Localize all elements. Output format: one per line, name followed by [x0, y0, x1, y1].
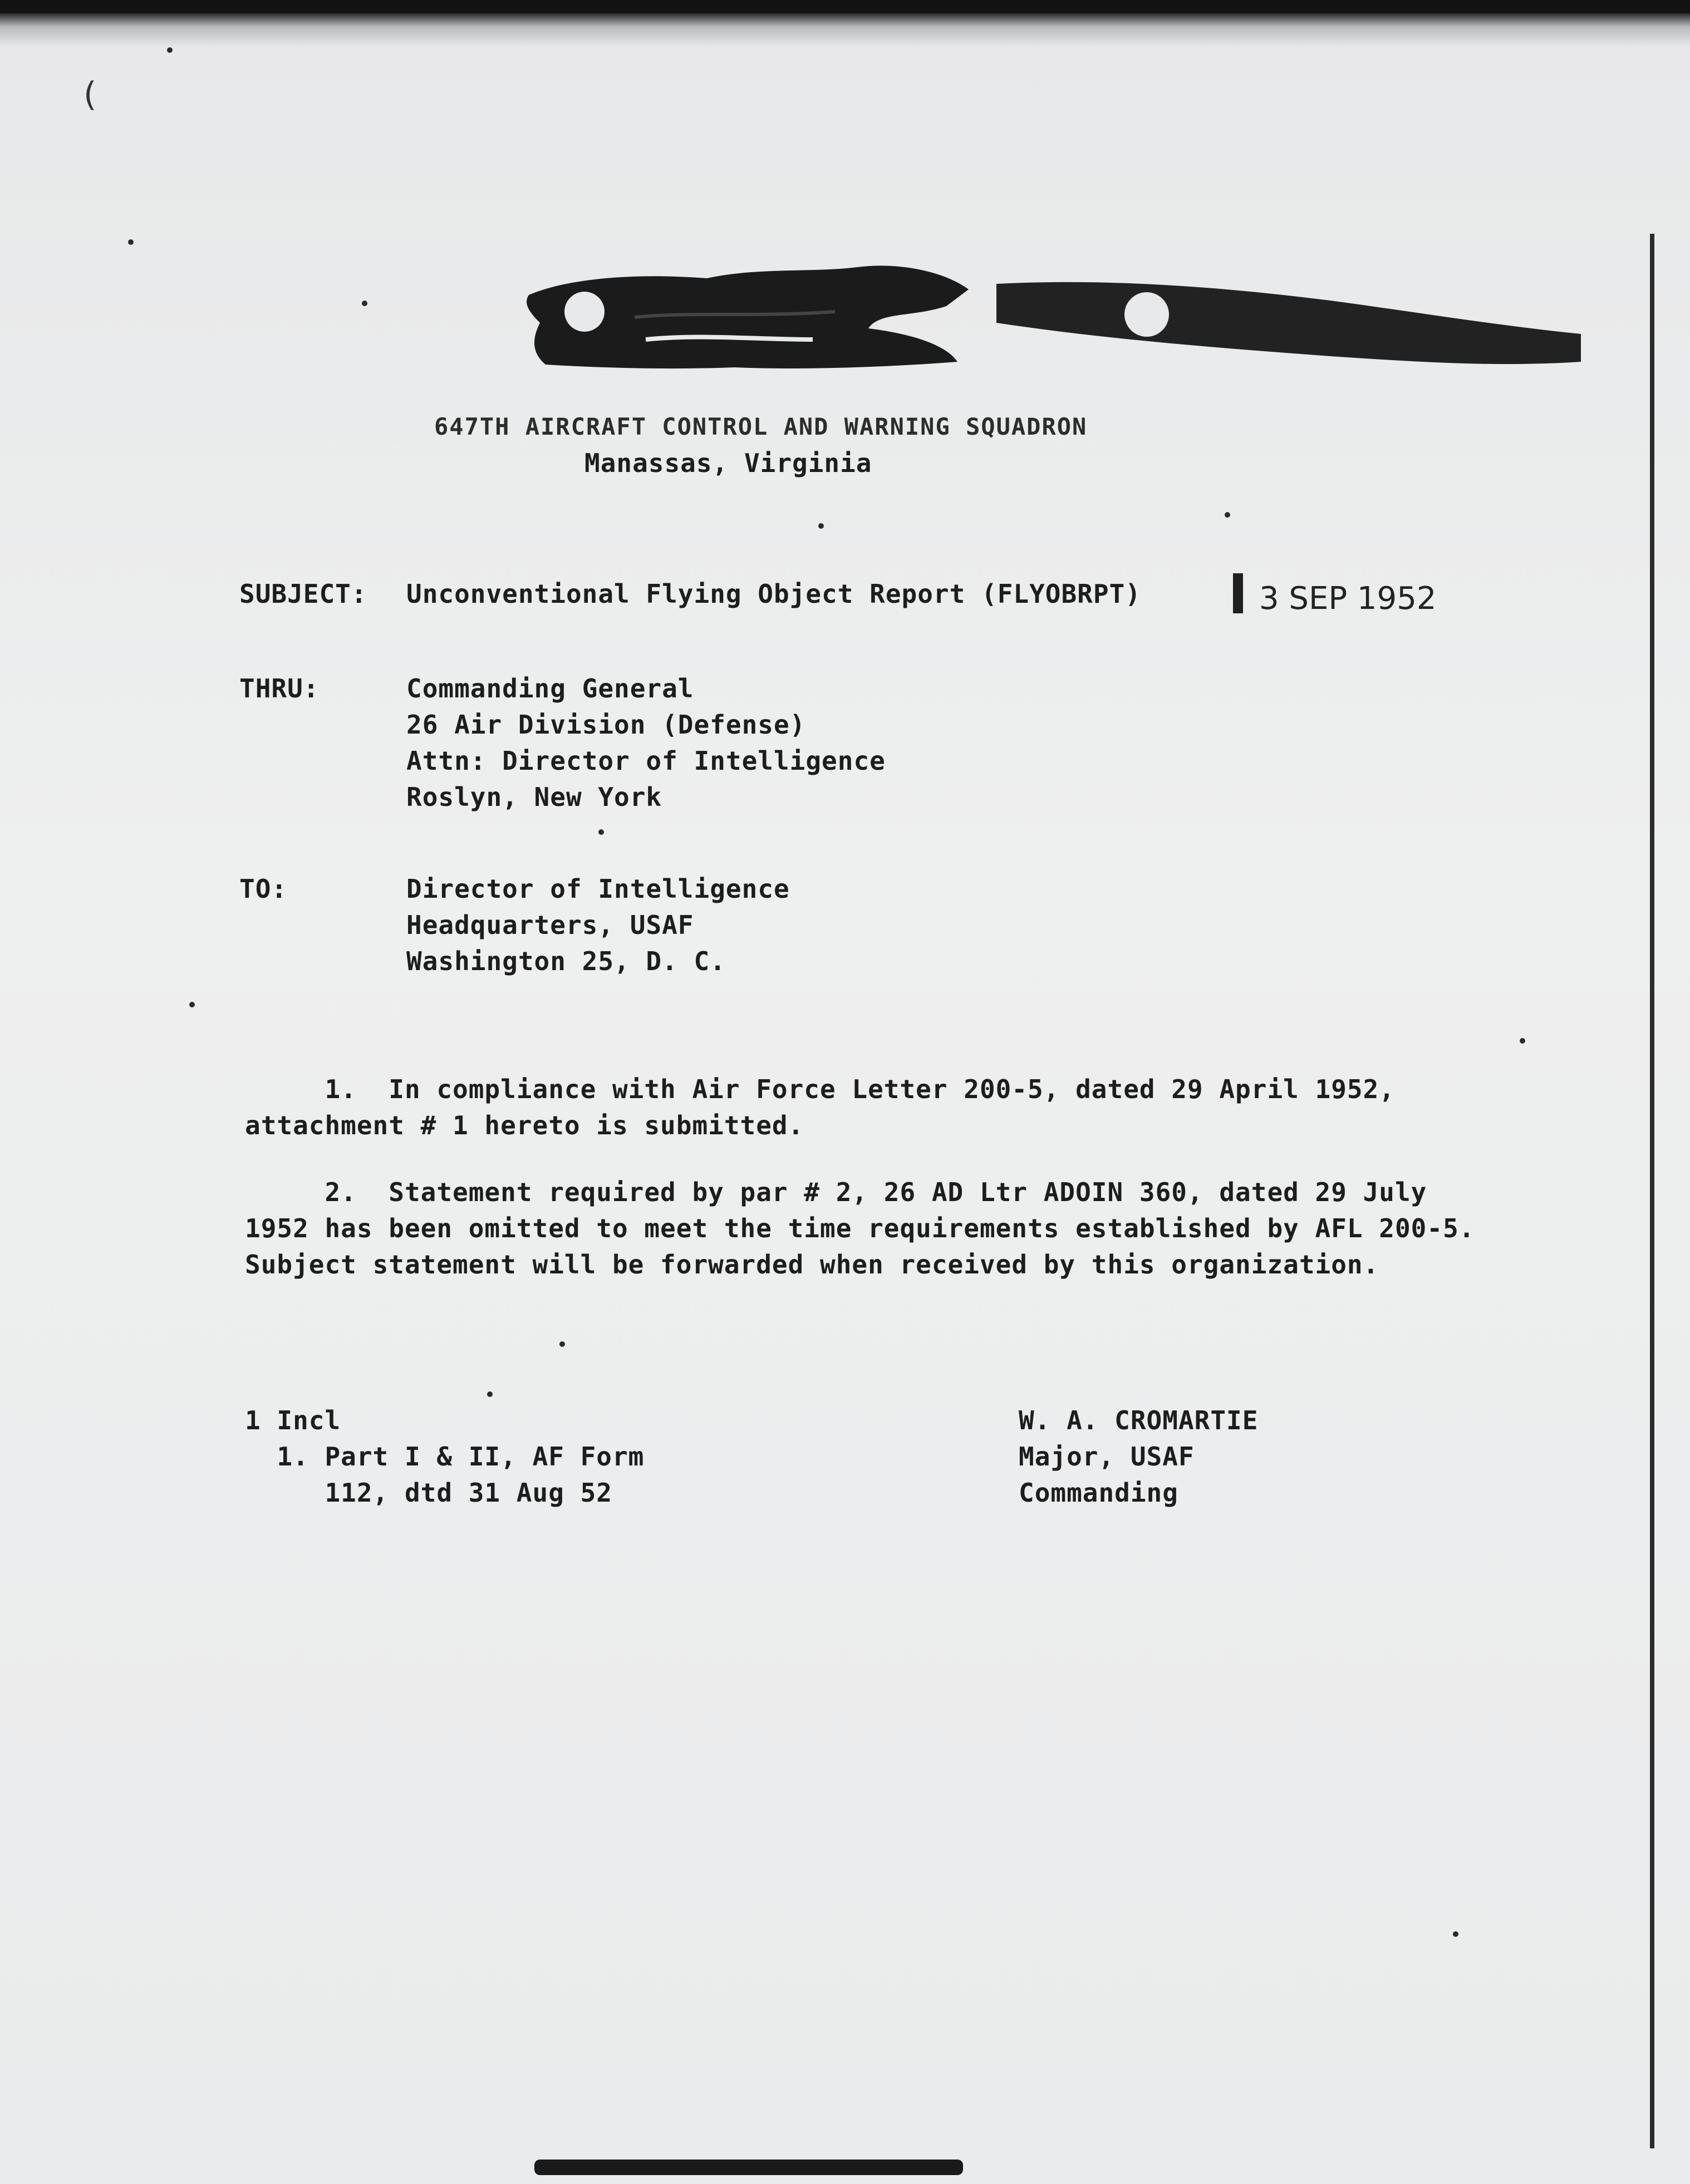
subject-label: SUBJECT:: [239, 579, 367, 609]
speck: [189, 1002, 195, 1007]
enclosure-line-2: 1. Part I & II, AF Form: [245, 1442, 645, 1472]
thru-line-4: Roslyn, New York: [406, 782, 662, 812]
date-stamp-mark: [1233, 573, 1243, 613]
letterhead-unit: 647TH AIRCRAFT CONTROL AND WARNING SQUADRON: [434, 413, 1088, 440]
scan-bottom-smudge: [534, 2160, 963, 2175]
scan-right-edge: [1650, 234, 1654, 2148]
paragraph-2-line-3: Subject statement will be forwarded when received by this organization.: [245, 1250, 1379, 1280]
paragraph-2-line-1: 2. Statement required by par # 2, 26 AD Ltr ADOIN 360, dated 29 July: [245, 1177, 1427, 1207]
margin-scratch-mark: (: [83, 75, 97, 114]
letterhead-location: Manassas, Virginia: [584, 448, 872, 478]
speck: [598, 829, 604, 835]
speck: [1225, 512, 1230, 518]
scan-top-border: [0, 0, 1690, 13]
thru-line-3: Attn: Director of Intelligence: [406, 746, 886, 776]
speck: [559, 1341, 565, 1347]
speck: [487, 1391, 493, 1397]
subject-text: Unconventional Flying Object Report (FLYOBRPT): [406, 579, 1141, 609]
enclosure-line-3: 112, dtd 31 Aug 52: [245, 1478, 612, 1508]
thru-line-1: Commanding General: [406, 673, 694, 704]
speck: [362, 301, 367, 306]
thru-line-2: 26 Air Division (Defense): [406, 710, 806, 740]
to-line-2: Headquarters, USAF: [406, 910, 694, 940]
scan-top-shadow: [0, 13, 1690, 47]
to-label: TO:: [239, 874, 288, 904]
to-line-1: Director of Intelligence: [406, 874, 790, 904]
speck: [1520, 1038, 1525, 1044]
speck: [1453, 1931, 1458, 1937]
signature-name: W. A. CROMARTIE: [1019, 1405, 1259, 1435]
redaction-mark-left: [523, 256, 991, 373]
paragraph-1-line-1: 1. In compliance with Air Force Letter 200-5, dated 29 April 1952,: [245, 1074, 1395, 1104]
speck: [818, 523, 824, 529]
paragraph-1-line-2: attachment # 1 hereto is submitted.: [245, 1110, 804, 1140]
redaction-mark-right: [996, 273, 1586, 378]
signature-rank: Major, USAF: [1019, 1442, 1195, 1472]
paragraph-2-line-2: 1952 has been omitted to meet the time requirements established by AFL 200-5.: [245, 1213, 1475, 1243]
date-stamp: 3 SEP 1952: [1259, 581, 1437, 617]
speck: [128, 239, 134, 245]
speck: [167, 47, 173, 53]
signature-title: Commanding: [1019, 1478, 1178, 1508]
enclosure-line-1: 1 Incl: [245, 1405, 341, 1435]
thru-label: THRU:: [239, 673, 320, 704]
to-line-3: Washington 25, D. C.: [406, 946, 726, 976]
